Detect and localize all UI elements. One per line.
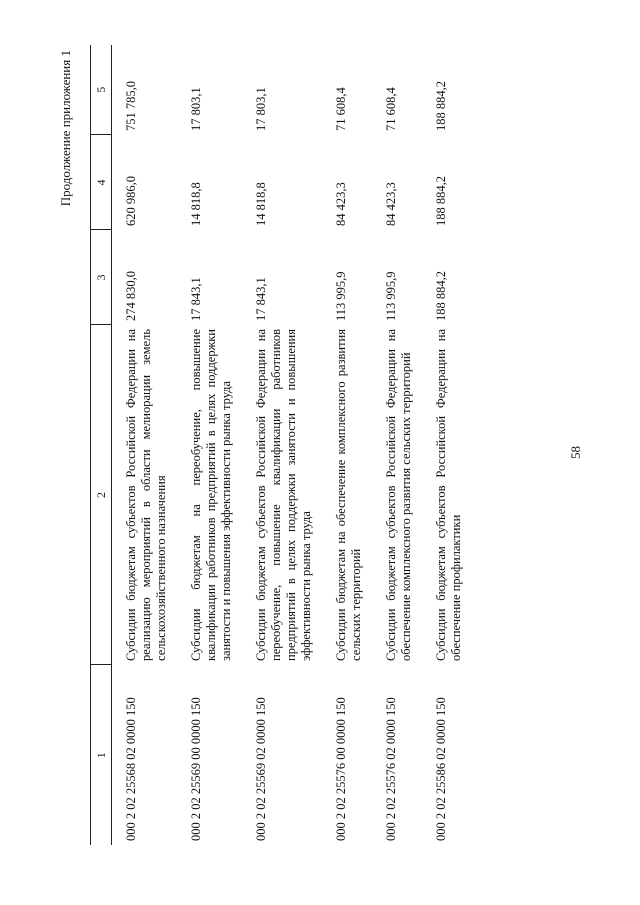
value-col3: 17 843,1	[189, 277, 203, 321]
value-col4: 188 884,2	[434, 176, 448, 226]
row-description: Субсидии бюджетам субъектов Российской Федерации на обеспечение комплексного развития сельских территорий	[384, 329, 413, 661]
value-col4: 84 423,3	[384, 182, 398, 226]
table-row	[372, 45, 422, 845]
table-row	[422, 45, 472, 845]
appendix-caption: Продолжение приложения 1	[58, 50, 73, 207]
value-col3: 113 995,9	[384, 271, 398, 321]
column-header: 2	[91, 325, 112, 665]
value-col3: 113 995,9	[334, 271, 348, 321]
value-col3: 188 884,2	[434, 271, 448, 321]
value-col5: 17 803,1	[189, 87, 203, 131]
value-col5: 71 608,4	[384, 87, 398, 131]
value-col4: 14 818,8	[189, 182, 203, 226]
column-header: 3	[91, 230, 112, 325]
value-col5: 751 785,0	[124, 81, 138, 131]
table-row	[112, 45, 178, 845]
budget-code: 000 2 02 25568 02 0000 150	[124, 697, 138, 841]
column-header: 4	[91, 135, 112, 230]
value-col5: 188 884,2	[434, 81, 448, 131]
budget-code: 000 2 02 25586 02 0000 150	[434, 697, 448, 841]
row-description: Субсидии бюджетам на обеспечение комплексного развития сельских территорий	[334, 329, 363, 661]
value-col4: 620 986,0	[124, 176, 138, 226]
budget-code: 000 2 02 25576 02 0000 150	[384, 697, 398, 841]
table-row	[177, 45, 242, 845]
value-col3: 17 843,1	[254, 277, 268, 321]
table-row	[322, 45, 372, 845]
budget-code: 000 2 02 25569 00 0000 150	[189, 697, 203, 841]
value-col5: 71 608,4	[334, 87, 348, 131]
budget-code: 000 2 02 25576 00 0000 150	[334, 697, 348, 841]
page-number: 58	[568, 446, 583, 459]
table-row	[242, 45, 322, 845]
value-col3: 274 830,0	[124, 271, 138, 321]
column-header: 5	[91, 45, 112, 135]
row-description: Субсидии бюджетам субъектов Российской Федерации на реализацию мероприятий в области мелиорации земель сельскохозяйственного назначения	[124, 329, 168, 661]
value-col5: 17 803,1	[254, 87, 268, 131]
value-col4: 14 818,8	[254, 182, 268, 226]
column-header: 1	[91, 665, 112, 845]
row-description: Субсидии бюджетам субъектов Российской Федерации на переобучение, повышение квалификации работников предприятий в целях поддержки занятости и повышения эффективности рынка труда	[254, 329, 313, 661]
table-header-row	[91, 45, 112, 845]
budget-code: 000 2 02 25569 02 0000 150	[254, 697, 268, 841]
value-col4: 84 423,3	[334, 182, 348, 226]
row-description: Субсидии бюджетам на переобучение, повышение квалификации работников предприятий в целях поддержки занятости и повышения эффективности рынка труда	[189, 329, 233, 661]
budget-table	[90, 45, 472, 845]
row-description: Субсидии бюджетам субъектов Российской Федерации на обеспечение профилактики	[434, 329, 463, 661]
